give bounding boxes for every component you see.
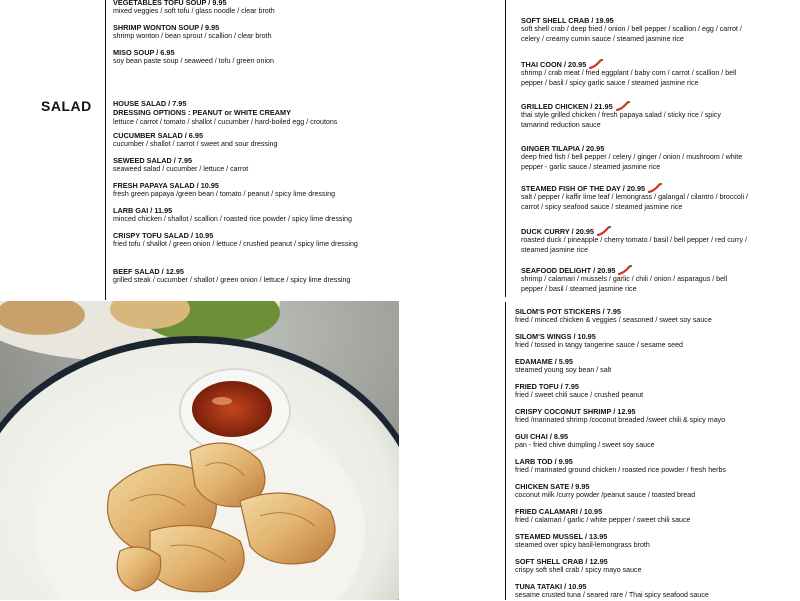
menu-item-name: STEAMED FISH OF THE DAY / 20.95 (521, 183, 750, 193)
chili-pepper-icon (618, 265, 632, 275)
salad-item (113, 267, 403, 286)
menu-item-description: shrimp / calamari / mussels / garlic / chili / onion / asparagus / bell pepper / basil / steamed jasmine rice (521, 275, 728, 293)
menu-item-description: cucumber / shallot / carrot / sweet and sour dressing (113, 140, 278, 149)
menu-item-name: SILOM'S POT STICKERS / 7.95 (515, 307, 621, 316)
menu-item-description: seaweed salad / cucumber / lettuce / carrot (113, 165, 249, 174)
menu-item-description: fried / sweet chili sauce / crushed peanut (515, 391, 644, 400)
menu-item-description: coconut milk /curry powder /peanut sauce / toasted bread (515, 491, 696, 500)
menu-item-description: shrimp wonton / bean sprout / scallion / clear broth (113, 32, 272, 41)
menu-item-name: SEWEED SALAD / 7.95 (113, 156, 193, 165)
menu-item-description: shrimp / crab meat / fried eggplant / baby corn / carrot / scallion / bell pepper / basil / spicy garlic sauce / steamed jasmine rice (521, 69, 737, 87)
menu-item-name: MISO SOUP / 6.95 (113, 48, 175, 57)
menu-item-description: steamed over spicy basil-lemongrass broth (515, 541, 650, 550)
soup-item (113, 0, 403, 17)
menu-item-name: GINGER TILAPIA / 20.95 (521, 144, 605, 153)
menu-item-name: SILOM'S WINGS / 10.95 (515, 332, 596, 341)
menu-item-name: VEGETABLES TOFU SOUP / 9.95 (113, 0, 227, 7)
menu-item-name: BEEF SALAD / 12.95 (113, 267, 184, 276)
fried-wontons-image (0, 301, 399, 600)
menu-item-description: fried /marinated shrimp /coconut breaded /sweet chili & spicy mayo (515, 416, 726, 425)
salad-item (113, 156, 403, 175)
menu-item-name: CUCUMBER SALAD / 6.95 (113, 131, 204, 140)
salad-item (113, 181, 403, 200)
menu-item-name: TUNA TATAKI / 10.95 (515, 582, 587, 591)
menu-item-description: fried / tossed in tangy tangerine sauce / sesame seed (515, 341, 683, 350)
mains-rule (505, 0, 506, 297)
menu-item-description: fried / marinated ground chicken / roasted rice powder / fresh herbs (515, 466, 726, 475)
menu-item-description: soft shell crab / deep fried / onion / bell pepper / scallion / egg / carrot / celery / creamy cumin sauce / steamed jasmine rice (521, 25, 742, 43)
menu-item-description: fried / calamari / garlic / white pepper / sweet chili sauce (515, 516, 691, 525)
appetizer-item (515, 507, 795, 526)
menu-item-name: GUI CHAI / 8.95 (515, 432, 569, 441)
menu-item-name: SOFT SHELL CRAB / 19.95 (521, 16, 614, 25)
appetizer-item (515, 432, 795, 451)
appetizer-item (515, 582, 795, 601)
menu-item-name: FRESH PAPAYA SALAD / 10.95 (113, 181, 219, 190)
menu-item-description: pan - fried chive dumpling / sweet soy sauce (515, 441, 655, 450)
menu-item-description: thai style grilled chicken / fresh papaya salad / sticky rice / spicy tamarind reduction sauce (521, 111, 721, 129)
menu-item-name: CHICKEN SATE / 9.95 (515, 482, 590, 491)
appetizer-item (515, 307, 795, 326)
chili-pepper-icon (589, 59, 603, 69)
menu-item-name: FRIED CALAMARI / 10.95 (515, 507, 603, 516)
appetizer-item (515, 457, 795, 476)
appetizer-item (515, 382, 795, 401)
section-title-salad: SALAD (41, 98, 92, 114)
chili-pepper-icon (648, 183, 662, 193)
entree-item (521, 265, 750, 294)
menu-item-description: soy bean paste soup / seaweed / tofu / green onion (113, 57, 274, 66)
salad-item (113, 131, 403, 150)
appetizer-rule (505, 302, 506, 600)
food-photo (0, 301, 399, 600)
menu-item-name: THAI COON / 20.95 (521, 59, 750, 69)
menu-item-name: SOFT SHELL CRAB / 12.95 (515, 557, 608, 566)
menu-item-description: steamed young soy bean / salt (515, 366, 612, 375)
menu-item-name: SEAFOOD DELIGHT / 20.95 (521, 265, 750, 275)
appetizer-item (515, 532, 795, 551)
menu-item-name: LARB TOD / 9.95 (515, 457, 573, 466)
chili-pepper-icon (616, 101, 630, 111)
soup-item (113, 48, 403, 67)
entree-item (521, 16, 750, 44)
menu-item-name: STEAMED MUSSEL / 13.95 (515, 532, 608, 541)
entree-item (521, 144, 750, 172)
menu-item-description: fried tofu / shallot / green onion / lettuce / crushed peanut / spicy lime dressing (113, 240, 358, 249)
menu-item-name: HOUSE SALAD / 7.95 (113, 99, 187, 108)
dressing-options: DRESSING OPTIONS : PEANUT or WHITE CREAMY (113, 108, 291, 118)
menu-item-description: crispy soft shell crab / spicy mayo sauce (515, 566, 642, 575)
soup-item (113, 23, 403, 42)
menu-item-name: LARB GAI / 11.95 (113, 206, 173, 215)
menu-item-name: SHRIMP WONTON SOUP / 9.95 (113, 23, 220, 32)
menu-item-description: salt / pepper / kaffir lime leaf / lemongrass / galangal / cilantro / broccoli / carrot / spicy seafood sauce / steamed jasmine rice (521, 193, 748, 211)
chili-pepper-icon (597, 226, 611, 236)
menu-item-description: lettuce / carrot / tomato / shallot / cucumber / hard-boiled egg / croutons (113, 117, 338, 126)
appetizer-item (515, 332, 795, 351)
menu-item-description: roasted duck / pineapple / cherry tomato / basil / bell pepper / red curry / steamed jasmine rice (521, 236, 747, 254)
appetizer-item (515, 557, 795, 576)
menu-item-description: minced chicken / shallot / scallion / roasted rice powder / spicy lime dressing (113, 215, 352, 224)
menu-item-description: fried / minced chicken & veggies / seasoned / sweet soy sauce (515, 316, 712, 325)
entree-item (521, 183, 750, 212)
entree-item (521, 101, 750, 130)
menu-item-description: grilled steak / cucumber / shallot / green onion / lettuce / spicy lime dressing (113, 276, 351, 285)
menu-item-name: CRISPY COCONUT SHRIMP / 12.95 (515, 407, 636, 416)
menu-item-name: GRILLED CHICKEN / 21.95 (521, 101, 750, 111)
menu-item-name: DUCK CURRY / 20.95 (521, 226, 750, 236)
entree-item (521, 226, 750, 255)
appetizer-item (515, 357, 795, 376)
menu-item-description: fresh green papaya /green bean / tomato / peanut / spicy lime dressing (113, 190, 336, 199)
menu-item-name: CRISPY TOFU SALAD / 10.95 (113, 231, 214, 240)
appetizer-item (515, 482, 795, 501)
menu-item-name: EDAMAME / 5.95 (515, 357, 573, 366)
entree-item (521, 59, 750, 88)
menu-item-name: FRIED TOFU / 7.95 (515, 382, 579, 391)
salad-item (113, 206, 403, 225)
menu-item-description: deep fried fish / bell pepper / celery / ginger / onion / mushroom / white pepper - garlic sauce / steamed jasmine rice (521, 153, 743, 171)
menu-item-description: mixed veggies / soft tofu / glass noodle / clear broth (113, 7, 275, 16)
salad-rule (105, 0, 106, 300)
salad-item (113, 231, 403, 250)
salad-item (113, 99, 403, 127)
menu-item-description: sesame crusted tuna / seared rare / Thai spicy seafood sauce (515, 591, 709, 600)
appetizer-item (515, 407, 795, 426)
